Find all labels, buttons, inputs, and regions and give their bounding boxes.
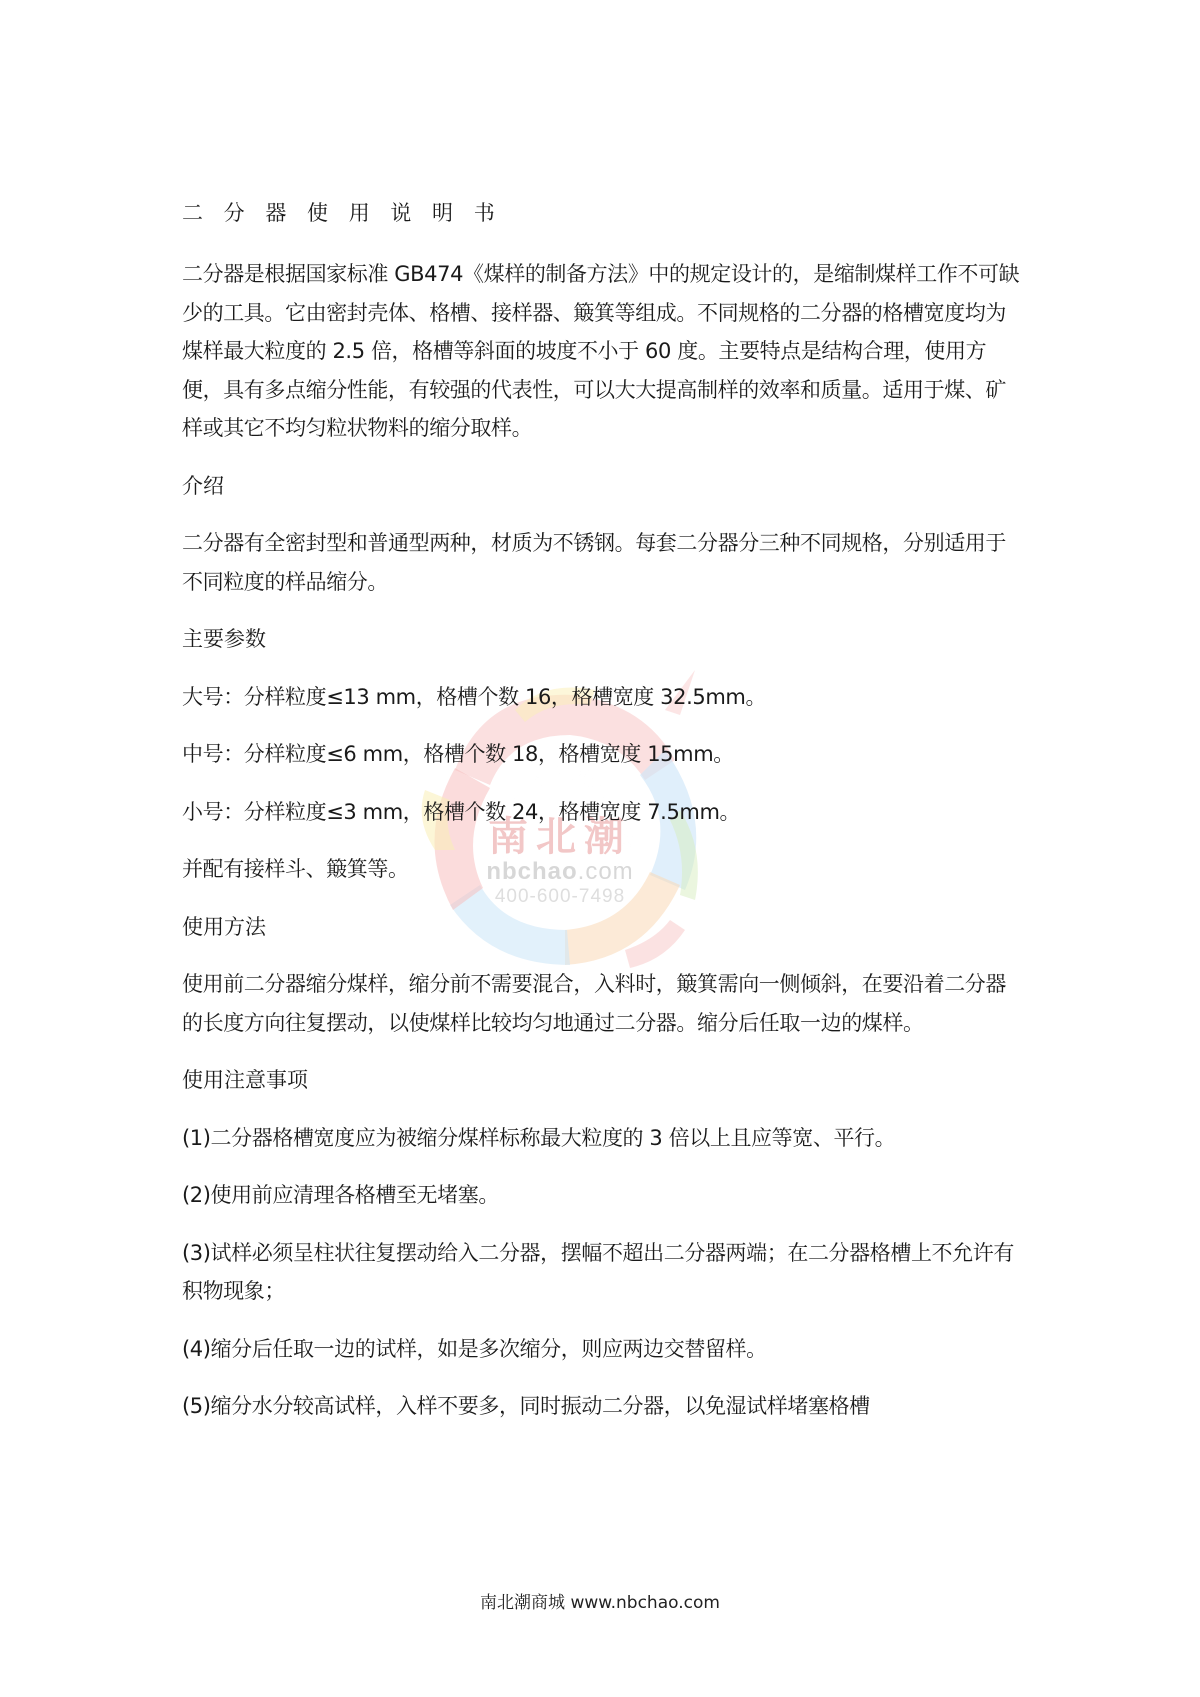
document-content	[182, 198, 1022, 1445]
precaution-item: (5)缩分水分较高试样，入样不要多，同时振动二分器，以免湿试样堵塞格槽	[182, 1394, 870, 1418]
usage-text: 使用前二分器缩分煤样，缩分前不需要混合，入料时，簸箕需向一侧倾斜，在要沿着二分器的长度方向往复摆动，以使煤样比较均匀地通过二分器。缩分后任取一边的煤样。	[182, 972, 1006, 1035]
watermark-phone: 400-600-7498	[494, 886, 626, 907]
section-heading-introduction: 介绍	[182, 473, 224, 498]
watermark-url-light: .com	[577, 858, 634, 885]
page-footer: 南北潮商城 www.nbchao.com	[480, 1593, 720, 1613]
watermark-url-bold: nbchao	[486, 858, 578, 885]
precaution-item: (1)二分器格槽宽度应为被缩分煤样标称最大粒度的 3 倍以上且应等宽、平行。	[182, 1125, 896, 1150]
section-heading-parameters: 主要参数	[182, 627, 266, 651]
document-title: 二 分 器 使 用 说 明 书	[182, 201, 502, 225]
introduction-text: 二分器有全密封型和普通型两种，材质为不锈钢。每套二分器分三种不同规格，分别适用于不同粒度的样品缩分。	[182, 531, 1006, 594]
precaution-item: (2)使用前应清理各格槽至无堵塞。	[182, 1183, 499, 1207]
accessories-text: 并配有接样斗、簸箕等。	[182, 857, 409, 881]
parameter-item-small: 小号：分样粒度≤3 mm，格槽个数 24，格槽宽度 7.5mm。	[182, 799, 741, 824]
intro-paragraph: 二分器是根据国家标准 GB474《煤样的制备方法》中的规定设计的，是缩制煤样工作不可缺少的工具。它由密封壳体、格槽、接样器、簸箕等组成。不同规格的二分器的格槽宽度均为煤样最大粒度的 2.5 倍，格槽等斜面的坡度不小于 60 度。主要特点是结构合理，使用方便，具有多点缩分性能，有较强的代表性，可以大大提高制样的效率和质量。适用于煤、矿样或其它不均匀粒状物料的缩分取样。	[182, 262, 1020, 440]
precaution-item: (4)缩分后任取一边的试样，如是多次缩分，则应两边交替留样。	[182, 1336, 767, 1361]
precaution-item: (3)试样必须呈柱状往复摆动给入二分器，摆幅不超出二分器两端；在二分器格槽上不允许有积物现象；	[182, 1240, 1014, 1303]
parameter-item-large: 大号：分样粒度≤13 mm，格槽个数 16，格槽宽度 32.5mm。	[182, 684, 767, 709]
section-heading-precautions: 使用注意事项	[182, 1068, 308, 1092]
section-heading-usage: 使用方法	[182, 914, 266, 939]
watermark-brand-cn: 南北潮	[488, 813, 632, 860]
parameter-item-medium: 中号：分样粒度≤6 mm，格槽个数 18，格槽宽度 15mm。	[182, 742, 734, 766]
